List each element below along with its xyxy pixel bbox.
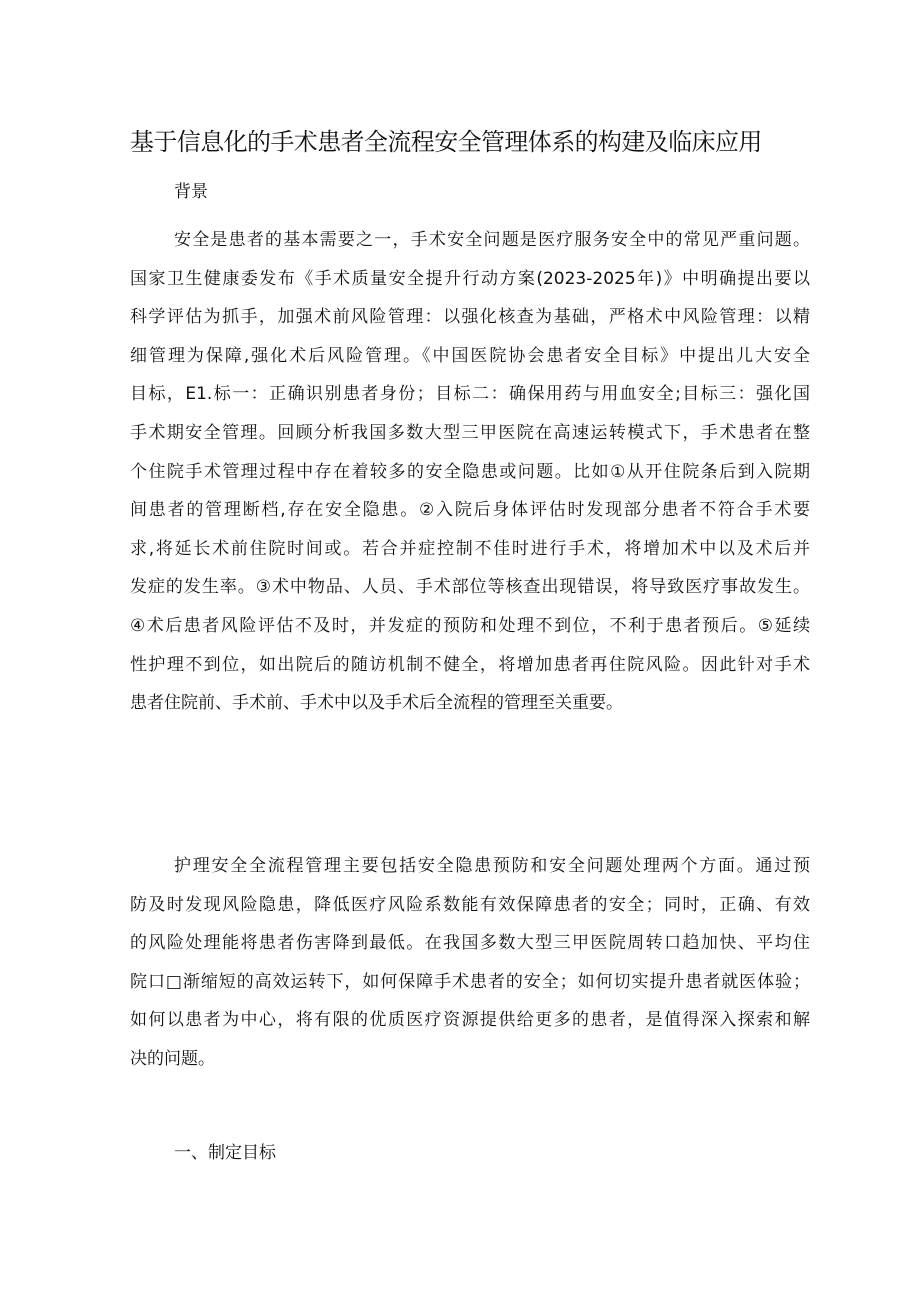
paragraph-line: 防及时发现风险隐患，降低医疗风险系数能有效保障患者的安全；同时，正确、有效 <box>130 894 810 915</box>
paragraph-line: 决的问题。 <box>130 1048 215 1069</box>
paragraph-line: 的风险处理能将患者伤害降到最低。在我国多数大型三甲医院周转口趋加快、平均住 <box>130 933 810 954</box>
section-heading-background: 背景 <box>174 182 208 202</box>
paragraph-line: 手术期安全管理。回顾分析我国多数大型三甲医院在高速运转模式下，手术患者在整 <box>130 422 810 443</box>
paragraph-line: 护理安全全流程管理主要包括安全隐患预防和安全问题处理两个方面。通过预 <box>174 856 810 876</box>
document-title: 基于信息化的手术患者全流程安全管理体系的构建及临床应用 <box>130 128 762 156</box>
paragraph-line: 国家卫生健康委发布《手术质量安全提升行动方案(2023-2025年)》中明确提出要以 <box>130 268 810 289</box>
paragraph-line: 间患者的管理断档,存在安全隐患。②入院后身体评估时发现部分患者不符合手术要 <box>130 500 810 521</box>
paragraph-line: 科学评估为抓手，加强术前风险管理：以强化核查为基础，严格术中风险管理：以精 <box>130 307 810 328</box>
paragraph-line: 如何以患者为中心，将有限的优质医疗资源提供给更多的患者，是值得深入探索和解 <box>130 1010 810 1031</box>
paragraph-line: 性护理不到位，如出院后的随访机制不健全，将增加患者再住院风险。因此针对手术 <box>130 654 810 675</box>
paragraph-line: 个住院手术管理过程中存在着较多的安全隐患或问题。比如①从开住院条后到入院期 <box>130 461 810 482</box>
paragraph-line: 目标，E1.标一：正确识别患者身份；目标二：确保用药与用血安全;目标三：强化国 <box>130 384 810 405</box>
paragraph-line: 安全是患者的基本需要之一，手术安全问题是医疗服务安全中的常见严重问题。 <box>174 230 810 250</box>
paragraph-safety-background <box>130 221 810 723</box>
paragraph-line: 细管理为保障,强化术后风险管理。《中国医院协会患者安全目标》中提出儿大安全 <box>130 345 810 366</box>
paragraph-line: 发症的发生率。③术中物品、人员、手术部位等核查出现错误，将导致医疗事故发生。 <box>130 577 810 598</box>
paragraph-line: 求,将延长术前住院时间或。若合并症控制不佳时进行手术，将增加术中以及术后并 <box>130 538 810 559</box>
paragraph-line: ④术后患者风险评估不及时，并发症的预防和处理不到位，不利于患者预后。⑤延续 <box>130 615 810 636</box>
paragraph-line: 患者住院前、手术前、手术中以及手术后全流程的管理至关重要。 <box>130 693 623 714</box>
section-heading-goal: 一、制定目标 <box>174 1143 276 1163</box>
paragraph-line: 院口□渐缩短的高效运转下，如何保障手术患者的安全；如何切实提升患者就医体验； <box>130 971 810 992</box>
paragraph-nursing-safety <box>130 847 810 1079</box>
